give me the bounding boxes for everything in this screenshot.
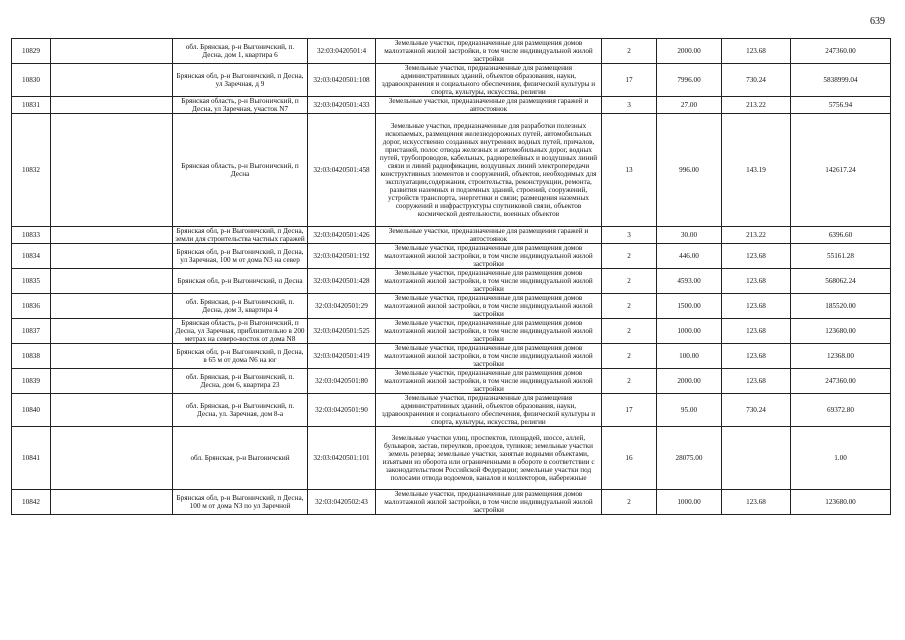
cadastral-number-cell: 32:03:0420501:192 (308, 244, 376, 269)
row-number-cell: 10842 (12, 490, 51, 515)
address-cell: Брянская обл, р-н Выгоничский, п Десна, земли для строительства частных гаражей (173, 227, 308, 244)
purpose-code-cell: 2 (602, 244, 657, 269)
empty-cell (51, 319, 173, 344)
area-cell: 2000.00 (657, 369, 722, 394)
empty-cell (51, 114, 173, 227)
land-purpose-cell: Земельные участки, предназначенные для размещения гаражей и автостоянок (376, 97, 602, 114)
cadastral-value-cell: 69372.80 (791, 394, 891, 427)
purpose-code-cell: 17 (602, 64, 657, 97)
cadastral-value-cell: 247360.00 (791, 369, 891, 394)
empty-cell (51, 394, 173, 427)
empty-cell (51, 39, 173, 64)
cadastral-number-cell: 32:03:0420501:80 (308, 369, 376, 394)
cadastral-number-cell: 32:03:0420501:428 (308, 269, 376, 294)
address-cell: Брянская обл, р-н Выгоничский, п Десна (173, 269, 308, 294)
specific-value-cell: 123.68 (722, 319, 791, 344)
table-row (12, 344, 891, 369)
purpose-code-cell: 2 (602, 269, 657, 294)
purpose-code-cell: 3 (602, 97, 657, 114)
cadastral-value-cell: 142617.24 (791, 114, 891, 227)
area-cell: 100.00 (657, 344, 722, 369)
cadastral-registry-table (11, 38, 891, 515)
area-cell: 1000.00 (657, 319, 722, 344)
land-purpose-cell: Земельные участки, предназначенные для размещения домов малоэтажной жилой застройки, в том числе индивидуальной жилой застройки (376, 344, 602, 369)
cadastral-number-cell: 32:03:0420501:101 (308, 427, 376, 490)
specific-value-cell: 123.68 (722, 490, 791, 515)
land-purpose-cell: Земельные участки, предназначенные для размещения административных зданий, объектов образования, науки, здравоохранения и социального обеспечения, физической культуры и спорта, культуры, искусства, религии (376, 394, 602, 427)
address-cell: обл. Брянская, р-н Выгоничский (173, 427, 308, 490)
empty-cell (51, 269, 173, 294)
area-cell: 95.00 (657, 394, 722, 427)
cadastral-number-cell: 32:03:0420501:419 (308, 344, 376, 369)
land-purpose-cell: Земельные участки, предназначенные для разработки полезных ископаемых, размещения железнодорожных путей, автомобильных дорог, искусственно созданных внутренних водных путей, причалов, пристаней, полос отвода железных и автомобильных дорог, водных путей, трубопроводов, кабельных, радиорелейных и воздушных линий связи и линий радиофикации, воздушных линий электропередачи конструктивных элементов и сооружений, объектов, необходимых для эксплуатации,содержания, строительства, реконструкции, ремонта, развития наземных и подземных зданий, строений, сооружений, устройств транспорта, энергетики и связи; размещения наземных сооружений и инфраструктуры спутниковой связи, объектов космической деятельности, военных объектов (376, 114, 602, 227)
page-number: 639 (870, 16, 885, 27)
address-cell: Брянская область, р-н Выгоничский, п Десна, ул Заречная, участок N7 (173, 97, 308, 114)
row-number-cell: 10840 (12, 394, 51, 427)
land-purpose-cell: Земельные участки, предназначенные для размещения домов малоэтажной жилой застройки, в том числе индивидуальной жилой застройки (376, 294, 602, 319)
land-purpose-cell: Земельные участки, предназначенные для размещения гаражей и автостоянок (376, 227, 602, 244)
address-cell: Брянская обл, р-н Выгоничский, п Десна, 100 м от дома N3 по ул Заречной (173, 490, 308, 515)
land-purpose-cell: Земельные участки, предназначенные для размещения административных зданий, объектов образования, науки, здравоохранения и социального обеспечения, физической культуры и спорта, культуры, искусства, религии (376, 64, 602, 97)
table-row (12, 369, 891, 394)
empty-cell (51, 244, 173, 269)
purpose-code-cell: 13 (602, 114, 657, 227)
address-cell: обл. Брянская, р-н Выгоничский, п. Десна, дом 3, квартира 4 (173, 294, 308, 319)
cadastral-value-cell: 5756.94 (791, 97, 891, 114)
cadastral-value-cell: 5838999.04 (791, 64, 891, 97)
purpose-code-cell: 16 (602, 427, 657, 490)
address-cell: Брянская область, р-н Выгоничский, п Десна (173, 114, 308, 227)
specific-value-cell: 123.68 (722, 269, 791, 294)
cadastral-value-cell: 568062.24 (791, 269, 891, 294)
address-cell: обл. Брянская, р-н Выгоничский, п. Десна, дом 6, квартира 23 (173, 369, 308, 394)
specific-value-cell: 730.24 (722, 394, 791, 427)
row-number-cell: 10833 (12, 227, 51, 244)
table-row (12, 39, 891, 64)
cadastral-number-cell: 32:03:0420501:525 (308, 319, 376, 344)
table-row (12, 64, 891, 97)
row-number-cell: 10832 (12, 114, 51, 227)
address-cell: обл. Брянская, р-н Выгоничский, п. Десна, ул. Заречная, дом 8-а (173, 394, 308, 427)
land-purpose-cell: Земельные участки, предназначенные для размещения домов малоэтажной жилой застройки, в том числе индивидуальной жилой застройки (376, 244, 602, 269)
table-row (12, 114, 891, 227)
row-number-cell: 10841 (12, 427, 51, 490)
land-purpose-cell: Земельные участки, предназначенные для размещения домов малоэтажной жилой застройки, в том числе индивидуальной жилой застройки (376, 369, 602, 394)
cadastral-value-cell: 1.00 (791, 427, 891, 490)
area-cell: 996.00 (657, 114, 722, 227)
land-purpose-cell: Земельные участки, предназначенные для размещения домов малоэтажной жилой застройки, в том числе индивидуальной жилой застройки (376, 319, 602, 344)
address-cell: Брянская обл, р-н Выгоничский, п Десна, в 65 м от дома N6 на юг (173, 344, 308, 369)
empty-cell (51, 490, 173, 515)
area-cell: 4593.00 (657, 269, 722, 294)
table-row (12, 394, 891, 427)
row-number-cell: 10829 (12, 39, 51, 64)
specific-value-cell: 730.24 (722, 64, 791, 97)
purpose-code-cell: 2 (602, 39, 657, 64)
address-cell: Брянская обл, р-н Выгоничский, п Десна, ул Заречная, 100 м от дома N3 на север (173, 244, 308, 269)
cadastral-value-cell: 247360.00 (791, 39, 891, 64)
cadastral-number-cell: 32:03:0420501:433 (308, 97, 376, 114)
row-number-cell: 10834 (12, 244, 51, 269)
table-row (12, 427, 891, 490)
cadastral-value-cell: 12368.00 (791, 344, 891, 369)
table-row (12, 227, 891, 244)
cadastral-number-cell: 32:03:0420501:29 (308, 294, 376, 319)
table-row (12, 244, 891, 269)
table-row (12, 294, 891, 319)
row-number-cell: 10838 (12, 344, 51, 369)
area-cell: 7996.00 (657, 64, 722, 97)
cadastral-number-cell: 32:03:0420501:458 (308, 114, 376, 227)
address-cell: Брянская область, р-н Выгоничский, п Десна, ул Заречная, приблизительно в 200 метрах на северо-восток от дома N8 (173, 319, 308, 344)
area-cell: 1500.00 (657, 294, 722, 319)
cadastral-number-cell: 32:03:0420501:426 (308, 227, 376, 244)
purpose-code-cell: 3 (602, 227, 657, 244)
row-number-cell: 10830 (12, 64, 51, 97)
table-row (12, 269, 891, 294)
area-cell: 30.00 (657, 227, 722, 244)
specific-value-cell: 213.22 (722, 227, 791, 244)
cadastral-value-cell: 55161.28 (791, 244, 891, 269)
registry-body (12, 39, 891, 515)
specific-value-cell: 213.22 (722, 97, 791, 114)
area-cell: 446.00 (657, 244, 722, 269)
empty-cell (51, 344, 173, 369)
row-number-cell: 10837 (12, 319, 51, 344)
purpose-code-cell: 2 (602, 344, 657, 369)
land-purpose-cell: Земельные участки, предназначенные для размещения домов малоэтажной жилой застройки, в том числе индивидуальной жилой застройки (376, 39, 602, 64)
land-purpose-cell: Земельные участки, предназначенные для размещения домов малоэтажной жилой застройки, в том числе индивидуальной жилой застройки (376, 490, 602, 515)
land-purpose-cell: Земельные участки, предназначенные для размещения домов малоэтажной жилой застройки, в том числе индивидуальной жилой застройки (376, 269, 602, 294)
empty-cell (51, 427, 173, 490)
address-cell: обл. Брянская, р-н Выгоничский, п. Десна, дом 1, квартира 6 (173, 39, 308, 64)
empty-cell (51, 227, 173, 244)
land-purpose-cell: Земельные участки улиц, проспектов, площадей, шоссе, аллей, бульваров, застав, переулков, проездов, тупиков; земельные участки земель резерва; земельные участки, занятые водными объектами, изъятыми из оборота или ограниченными в обороте в соответствии с законодательством Российской Федерации; земельные участки под полосами отвода водоемов, каналов и коллекторов, набережные (376, 427, 602, 490)
cadastral-number-cell: 32:03:0420501:108 (308, 64, 376, 97)
empty-cell (51, 64, 173, 97)
purpose-code-cell: 2 (602, 294, 657, 319)
cadastral-number-cell: 32:03:0420501:4 (308, 39, 376, 64)
purpose-code-cell: 2 (602, 319, 657, 344)
empty-cell (51, 294, 173, 319)
table-row (12, 97, 891, 114)
empty-cell (51, 369, 173, 394)
row-number-cell: 10835 (12, 269, 51, 294)
row-number-cell: 10839 (12, 369, 51, 394)
cadastral-value-cell: 185520.00 (791, 294, 891, 319)
purpose-code-cell: 2 (602, 369, 657, 394)
row-number-cell: 10836 (12, 294, 51, 319)
cadastral-value-cell: 6396.60 (791, 227, 891, 244)
area-cell: 28075.00 (657, 427, 722, 490)
specific-value-cell: 123.68 (722, 344, 791, 369)
cadastral-value-cell: 123680.00 (791, 319, 891, 344)
cadastral-value-cell: 123680.00 (791, 490, 891, 515)
area-cell: 1000.00 (657, 490, 722, 515)
specific-value-cell: 123.68 (722, 244, 791, 269)
area-cell: 2000.00 (657, 39, 722, 64)
purpose-code-cell: 17 (602, 394, 657, 427)
cadastral-number-cell: 32:03:0420501:90 (308, 394, 376, 427)
table-row (12, 319, 891, 344)
purpose-code-cell: 2 (602, 490, 657, 515)
specific-value-cell: 123.68 (722, 369, 791, 394)
specific-value-cell: 123.68 (722, 294, 791, 319)
specific-value-cell: 123.68 (722, 39, 791, 64)
specific-value-cell: 143.19 (722, 114, 791, 227)
table-row (12, 490, 891, 515)
cadastral-number-cell: 32:03:0420502:43 (308, 490, 376, 515)
row-number-cell: 10831 (12, 97, 51, 114)
specific-value-cell (722, 427, 791, 490)
area-cell: 27.00 (657, 97, 722, 114)
address-cell: Брянская обл, р-н Выгоничский, п Десна, ул Заречная, д 9 (173, 64, 308, 97)
empty-cell (51, 97, 173, 114)
